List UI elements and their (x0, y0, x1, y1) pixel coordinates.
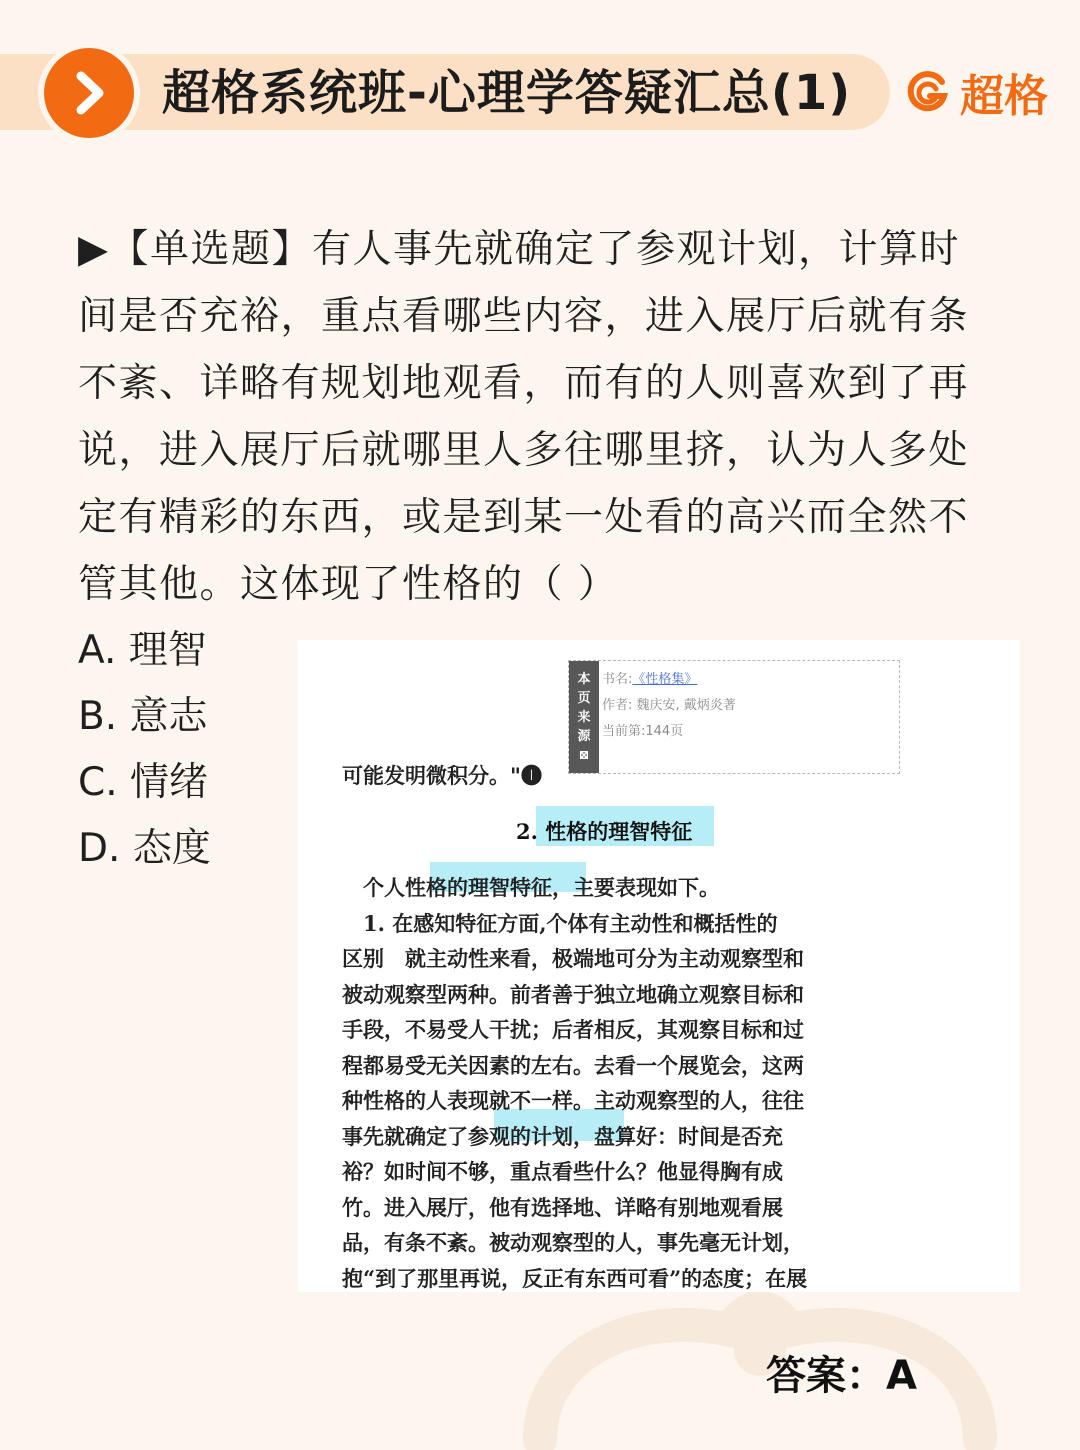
scanned-book-page (298, 640, 1020, 1292)
source-tab-char: 源 (577, 728, 591, 744)
arrow-badge (44, 48, 134, 138)
source-info-box (568, 660, 900, 774)
chevron-right-icon (66, 70, 112, 116)
question-body: 【单选题】有人事先就确定了参观计划，计算时间是否充裕，重点看哪些内容，进入展厅后就有条不紊、详略有规划地观看，而有的人则喜欢到了再说，进入展厅后就哪里人多往哪里挤，认为人多处定有精彩的东西，或是到某一处看的高兴而全然不管其他。这体现了性格的（ ） (78, 227, 970, 607)
scan-line: 1. 在感知特征方面,个体有主动性和概括性的 (342, 910, 778, 936)
scan-top-line: 可能发明微积分。"❶ (342, 763, 542, 788)
source-tab (569, 661, 599, 773)
book-page: 当前第:144页 (602, 724, 684, 739)
scan-line: 竹。进入展厅，他有选择地、详略有别地观看展 (342, 1194, 783, 1220)
brand-logo (906, 62, 1048, 122)
scan-line: 品，有条不紊。被动观察型的人，事先毫无计划， (342, 1230, 804, 1255)
brand-g-icon (906, 70, 950, 114)
source-tab-char: 来 (577, 709, 591, 725)
options-list (78, 618, 308, 882)
question-text (78, 216, 998, 618)
scan-line: 手段，不易受人干扰；后者相反，其观察目标和过 (342, 1017, 804, 1042)
scan-line: 被动观察型两种。前者善于独立地确立观察目标和 (342, 981, 804, 1007)
scan-line: 程都易受无关因素的左右。去看一个展览会，这两 (342, 1052, 804, 1078)
brand-text: 超格 (960, 71, 1048, 122)
scan-body (342, 870, 960, 1292)
scan-line: 裕？如时间不够，重点看些什么？他显得胸有成 (342, 1159, 783, 1184)
source-tab-char: 页 (577, 690, 591, 706)
option-c[interactable]: C. 情绪 (78, 760, 209, 805)
scan-line: 区别 就主动性来看，极端地可分为主动观察型和 (342, 946, 804, 971)
scan-line: 抱“到了那里再说，反正有东西可看”的态度；在展 (342, 1265, 808, 1291)
answer-text: 答案：A (766, 1353, 917, 1399)
book-author: 作者: 魏庆安, 戴炳炎著 (602, 698, 736, 713)
scan-line: 种性格的人表现就不一样。主动观察型的人，往往 (342, 1088, 804, 1113)
scan-line: 个人性格的理智特征，主要表现如下。 (342, 875, 720, 900)
option-d[interactable]: D. 态度 (78, 826, 211, 871)
book-label: 书名: (602, 672, 633, 687)
question-marker: ▶ (78, 227, 110, 272)
scan-line: 事先就确定了参观的计划，盘算好：时间是否充 (342, 1123, 783, 1149)
scan-heading: 2. 性格的理智特征 (516, 819, 693, 844)
source-tab-char: 本 (577, 671, 591, 687)
book-title-link[interactable]: 《性格集》 (632, 672, 698, 687)
wings-watermark-icon (500, 1290, 1020, 1450)
page-title: 超格系统班-心理学答疑汇总(1) (162, 65, 852, 121)
option-a[interactable]: A. 理智 (78, 628, 207, 673)
option-b[interactable]: B. 意志 (78, 694, 208, 739)
close-icon[interactable]: ⊠ (578, 747, 590, 763)
